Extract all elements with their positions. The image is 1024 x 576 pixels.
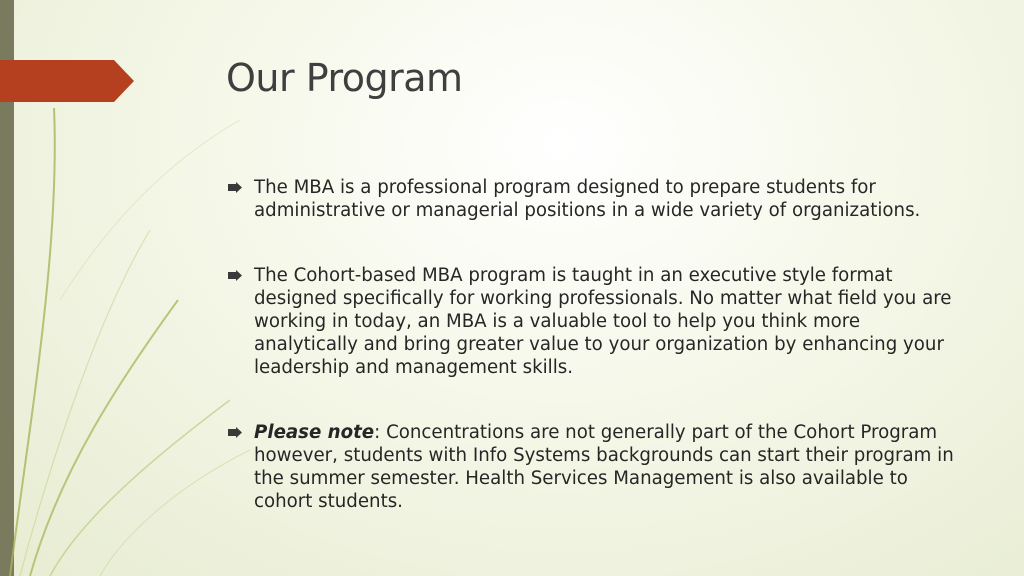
- title-accent-tab: [0, 60, 134, 102]
- note-separator: :: [374, 422, 381, 443]
- bullet-list: [228, 176, 968, 555]
- arrow-bullet-icon: [228, 182, 242, 193]
- bullet-item-2: [228, 264, 968, 379]
- leaf-stem-3: [50, 400, 230, 576]
- bullet-text: The MBA is a professional program designed to prepare students for administrative or managerial positions in a wide variety of organizations.: [254, 177, 921, 221]
- leaf-stem-6: [60, 120, 240, 300]
- leaf-stem-2: [30, 300, 178, 576]
- leaf-stem-1: [10, 108, 55, 576]
- slide-title: Our Program: [226, 56, 463, 100]
- bullet-item-1: [228, 176, 968, 222]
- arrow-bullet-icon: [228, 270, 242, 281]
- arrow-bullet-icon: [228, 427, 242, 438]
- bullet-text: The Cohort-based MBA program is taught in an executive style format designed specifically for working professionals. No matter what field you are working in today, an MBA is a valuable tool to help you think more analytically and bring greater value to your organization by enhancing your leadership and management skills.: [254, 265, 952, 378]
- bullet-item-3: [228, 421, 968, 513]
- note-label: Please note: [254, 422, 375, 443]
- bullet-text: Concentrations are not generally part of the Cohort Program however, students with Info Systems backgrounds can start their program in the summer semester. Health Services Management is also available to cohort students.: [254, 422, 954, 512]
- leaf-stem-4: [20, 230, 150, 576]
